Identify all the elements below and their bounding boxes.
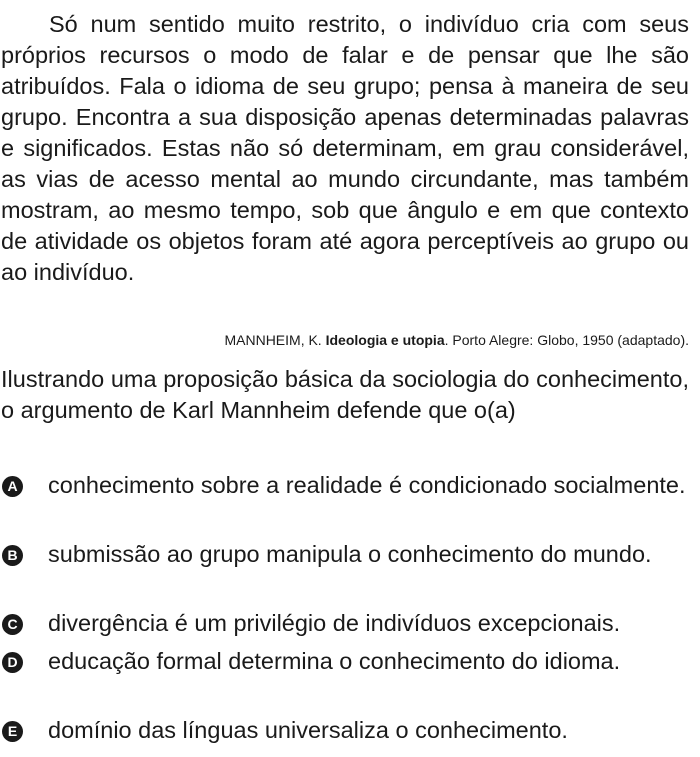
option-d-badge: D [2,652,23,673]
option-a[interactable] [0,470,690,501]
option-c-text: divergência é um privilégio de indivíduos excepcionais. [48,610,621,636]
option-d[interactable] [0,646,690,677]
option-c[interactable] [0,608,690,639]
option-e[interactable] [0,715,690,746]
option-b-text: submissão ao grupo manipula o conhecimento do mundo. [48,541,652,567]
option-a-text: conhecimento sobre a realidade é condicionado socialmente. [48,472,686,498]
citation [224,331,689,349]
citation-author: MANNHEIM, K. [224,332,326,348]
option-a-badge: A [2,476,23,497]
option-c-badge: C [2,614,23,635]
option-e-badge: E [2,721,23,742]
option-d-text: educação formal determina o conhecimento do idioma. [48,648,621,674]
question-stem: Ilustrando uma proposição básica da sociologia do conhecimento, o argumento de Karl Mannheim defende que o(a) [1,366,689,423]
option-e-text: domínio das línguas universaliza o conhecimento. [48,717,568,743]
option-b-badge: B [2,545,23,566]
citation-title: Ideologia e utopia [325,332,445,348]
option-b[interactable] [0,539,690,570]
passage-text: Só num sentido muito restrito, o indivíduo cria com seus próprios recursos o modo de falar e de pensar que lhe são atribuídos. Fala o idioma de seu grupo; pensa à maneira de seu grupo. Encontra a sua disposição apenas determinadas palavras e significados. Estas não só determinam, em grau considerável, as vias de acesso mental ao mundo circundante, mas também mostram, ao mesmo tempo, sob que ângulo e em que contexto de atividade os objetos foram até agora perceptíveis ao grupo ou ao indivíduo. [1,11,689,285]
citation-publisher: . Porto Alegre: Globo, 1950 (adaptado). [444,332,689,348]
